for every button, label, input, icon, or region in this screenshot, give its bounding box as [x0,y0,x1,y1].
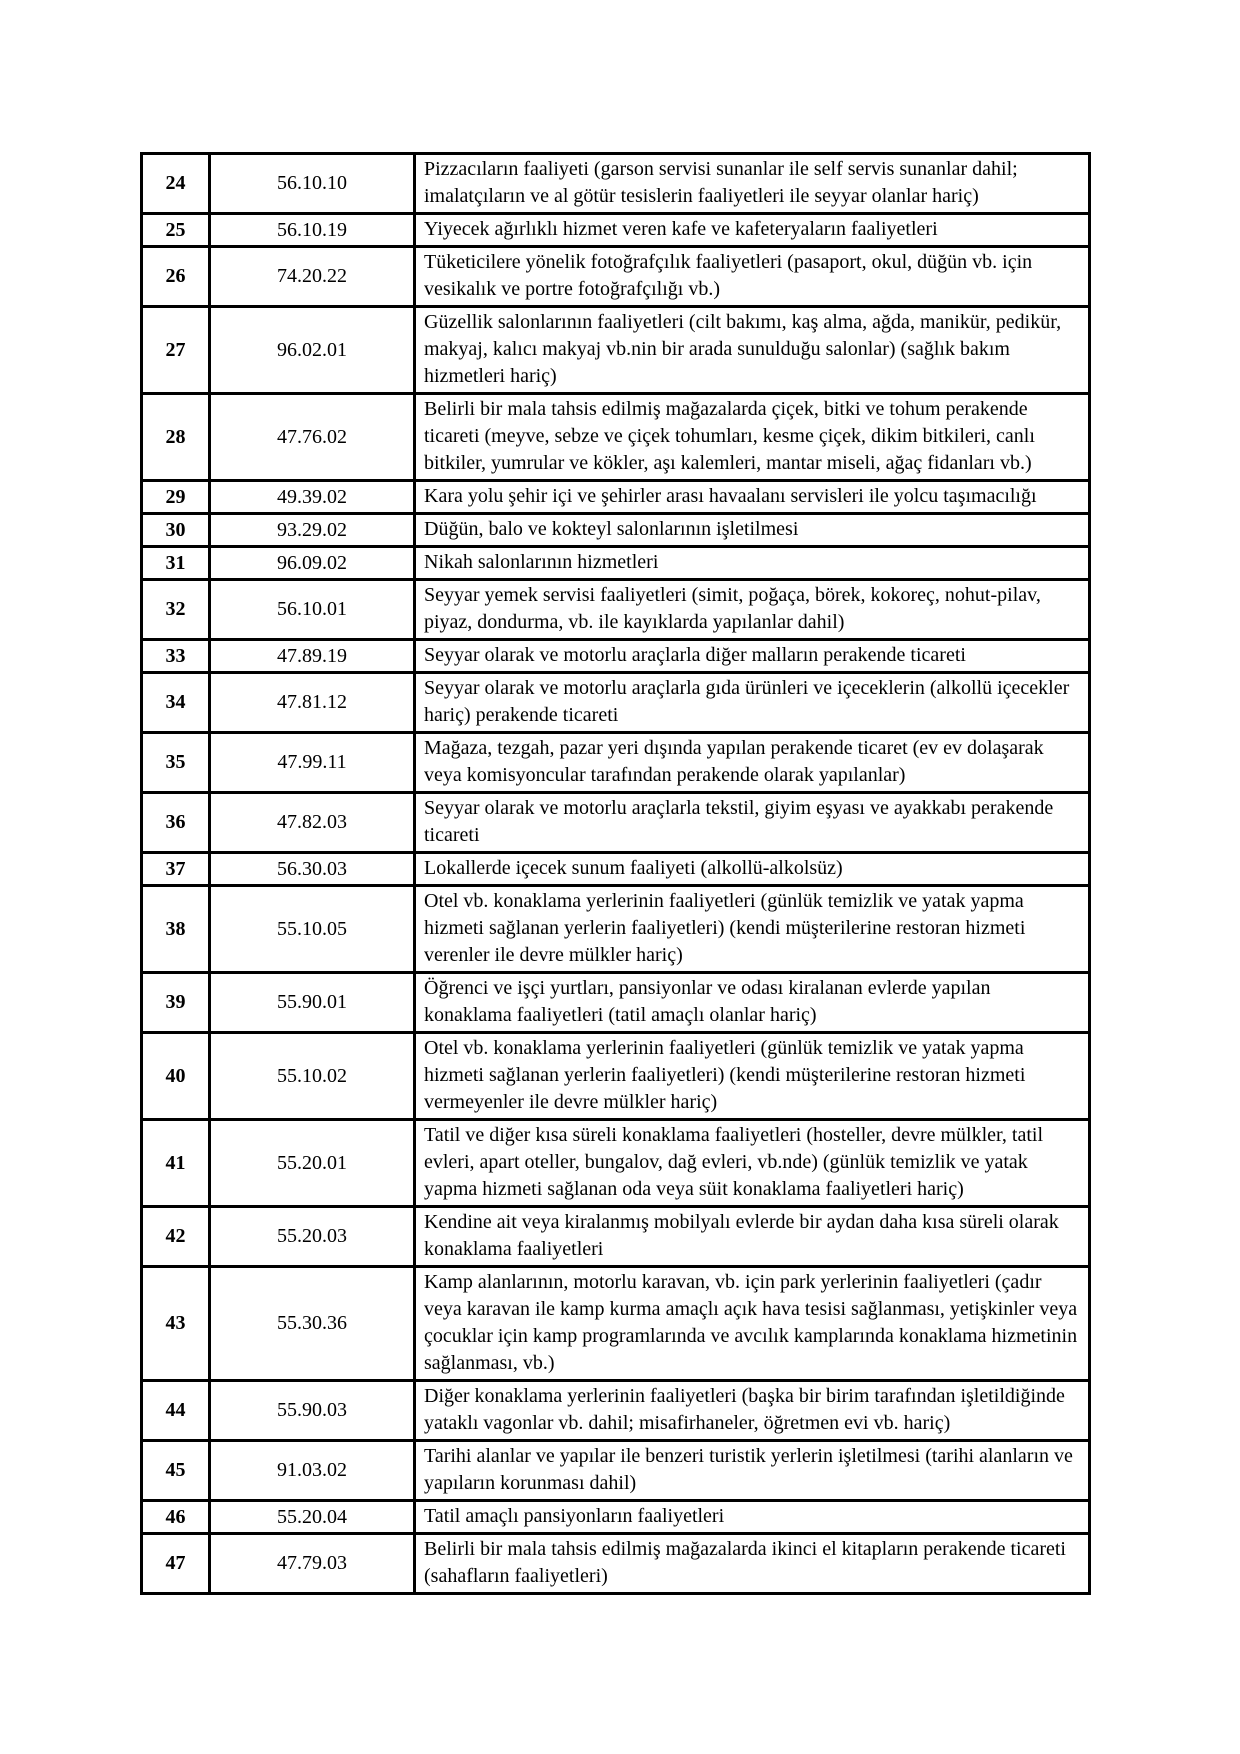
row-number-cell: 42 [142,1207,210,1267]
activity-description-cell: Otel vb. konaklama yerlerinin faaliyetleri (günlük temizlik ve yatak yapma hizmeti sağlanan yerlerin faaliyetleri) (kendi müşterilerine restoran hizmeti verenler ile devre mülkler hariç) [415,886,1090,973]
activity-description-cell: Lokallerde içecek sunum faaliyeti (alkollü-alkolsüz) [415,853,1090,886]
row-number-cell: 41 [142,1120,210,1207]
activity-code-cell: 74.20.22 [210,247,415,307]
row-number-cell: 35 [142,733,210,793]
activity-code-cell: 55.90.01 [210,973,415,1033]
activity-description-cell: Mağaza, tezgah, pazar yeri dışında yapılan perakende ticaret (ev ev dolaşarak veya komisyoncular tarafından perakende olarak yapılanlar) [415,733,1090,793]
row-number-cell: 34 [142,673,210,733]
row-number-cell: 46 [142,1501,210,1534]
row-number-cell: 44 [142,1381,210,1441]
activity-code-cell: 47.79.03 [210,1534,415,1594]
activity-code-cell: 55.20.01 [210,1120,415,1207]
activity-description-cell: Seyyar olarak ve motorlu araçlarla gıda ürünleri ve içeceklerin (alkollü içecekler hariç) perakende ticareti [415,673,1090,733]
table-row [142,886,1090,973]
activity-description-cell: Belirli bir mala tahsis edilmiş mağazalarda ikinci el kitapların perakende ticareti (sahafların faaliyetleri) [415,1534,1090,1594]
row-number-cell: 26 [142,247,210,307]
row-number-cell: 36 [142,793,210,853]
activity-description-cell: Seyyar olarak ve motorlu araçlarla tekstil, giyim eşyası ve ayakkabı perakende ticareti [415,793,1090,853]
activity-description-cell: Diğer konaklama yerlerinin faaliyetleri (başka bir birim tarafından işletildiğinde yataklı vagonlar vb. dahil; misafirhaneler, öğretmen evi vb. hariç) [415,1381,1090,1441]
table-row [142,1033,1090,1120]
activity-code-cell: 47.82.03 [210,793,415,853]
activity-code-cell: 55.10.02 [210,1033,415,1120]
table-row [142,1381,1090,1441]
activity-code-cell: 55.30.36 [210,1267,415,1381]
activity-description-cell: Tatil ve diğer kısa süreli konaklama faaliyetleri (hosteller, devre mülkler, tatil evleri, apart oteller, bungalov, dağ evleri, vb.nde) (günlük temizlik ve yatak yapma hizmeti sağlanan oda veya süit konaklama faaliyetleri hariç) [415,1120,1090,1207]
table-row [142,481,1090,514]
activity-code-cell: 55.90.03 [210,1381,415,1441]
activity-codes-table [140,152,1091,1595]
activity-codes-table-body [142,154,1090,1594]
table-row [142,640,1090,673]
activity-description-cell: Kara yolu şehir içi ve şehirler arası havaalanı servisleri ile yolcu taşımacılığı [415,481,1090,514]
activity-description-cell: Nikah salonlarının hizmetleri [415,547,1090,580]
table-row [142,547,1090,580]
activity-code-cell: 55.10.05 [210,886,415,973]
activity-code-cell: 47.99.11 [210,733,415,793]
activity-description-cell: Tüketicilere yönelik fotoğrafçılık faaliyetleri (pasaport, okul, düğün vb. için vesikalık ve portre fotoğrafçılığı vb.) [415,247,1090,307]
row-number-cell: 38 [142,886,210,973]
activity-description-cell: Belirli bir mala tahsis edilmiş mağazalarda çiçek, bitki ve tohum perakende ticareti (meyve, sebze ve çiçek tohumları, kesme çiçek, dikim bitkileri, canlı bitkiler, yumrular ve kökler, aşı kalemleri, mantar miseli, ağaç fidanları vb.) [415,394,1090,481]
table-row [142,1501,1090,1534]
activity-description-cell: Kamp alanlarının, motorlu karavan, vb. için park yerlerinin faaliyetleri (çadır veya karavan ile kamp kurma amaçlı açık hava tesisi sağlanması, yetişkinler veya çocuklar için kamp programlarında ve avcılık kamplarında konaklama hizmetinin sağlanması, vb.) [415,1267,1090,1381]
table-row [142,247,1090,307]
row-number-cell: 28 [142,394,210,481]
row-number-cell: 33 [142,640,210,673]
activity-code-cell: 96.02.01 [210,307,415,394]
activity-code-cell: 49.39.02 [210,481,415,514]
table-row [142,733,1090,793]
row-number-cell: 24 [142,154,210,214]
table-row [142,853,1090,886]
table-row [142,214,1090,247]
table-row [142,973,1090,1033]
activity-description-cell: Yiyecek ağırlıklı hizmet veren kafe ve kafeteryaların faaliyetleri [415,214,1090,247]
activity-code-cell: 56.10.01 [210,580,415,640]
row-number-cell: 25 [142,214,210,247]
row-number-cell: 29 [142,481,210,514]
table-row [142,154,1090,214]
activity-code-cell: 55.20.04 [210,1501,415,1534]
row-number-cell: 32 [142,580,210,640]
activity-description-cell: Kendine ait veya kiralanmış mobilyalı evlerde bir aydan daha kısa süreli olarak konaklama faaliyetleri [415,1207,1090,1267]
activity-description-cell: Seyyar olarak ve motorlu araçlarla diğer malların perakende ticareti [415,640,1090,673]
activity-code-cell: 93.29.02 [210,514,415,547]
activity-code-cell: 55.20.03 [210,1207,415,1267]
activity-description-cell: Düğün, balo ve kokteyl salonlarının işletilmesi [415,514,1090,547]
table-row [142,307,1090,394]
activity-description-cell: Pizzacıların faaliyeti (garson servisi sunanlar ile self servis sunanlar dahil; imalatçıların ve al götür tesislerin faaliyetleri ile seyyar olanlar hariç) [415,154,1090,214]
table-row [142,793,1090,853]
row-number-cell: 30 [142,514,210,547]
activity-code-cell: 91.03.02 [210,1441,415,1501]
table-row [142,1207,1090,1267]
table-row [142,673,1090,733]
activity-code-cell: 56.30.03 [210,853,415,886]
row-number-cell: 37 [142,853,210,886]
table-row [142,580,1090,640]
table-row [142,394,1090,481]
table-row [142,514,1090,547]
activity-code-cell: 56.10.10 [210,154,415,214]
activity-code-cell: 47.76.02 [210,394,415,481]
activity-code-cell: 47.89.19 [210,640,415,673]
row-number-cell: 43 [142,1267,210,1381]
row-number-cell: 40 [142,1033,210,1120]
activity-description-cell: Seyyar yemek servisi faaliyetleri (simit, poğaça, börek, kokoreç, nohut-pilav, piyaz, dondurma, vb. ile kayıklarda yapılanlar dahil) [415,580,1090,640]
table-row [142,1441,1090,1501]
activity-code-cell: 56.10.19 [210,214,415,247]
activity-code-cell: 96.09.02 [210,547,415,580]
row-number-cell: 27 [142,307,210,394]
table-row [142,1267,1090,1381]
table-row [142,1534,1090,1594]
activity-description-cell: Tatil amaçlı pansiyonların faaliyetleri [415,1501,1090,1534]
activity-description-cell: Tarihi alanlar ve yapılar ile benzeri turistik yerlerin işletilmesi (tarihi alanların ve yapıların korunması dahil) [415,1441,1090,1501]
table-row [142,1120,1090,1207]
row-number-cell: 45 [142,1441,210,1501]
activity-description-cell: Otel vb. konaklama yerlerinin faaliyetleri (günlük temizlik ve yatak yapma hizmeti sağlanan yerlerin faaliyetleri) (kendi müşterilerine restoran hizmeti vermeyenler ile devre mülkler hariç) [415,1033,1090,1120]
activity-code-cell: 47.81.12 [210,673,415,733]
row-number-cell: 31 [142,547,210,580]
activity-description-cell: Güzellik salonlarının faaliyetleri (cilt bakımı, kaş alma, ağda, manikür, pedikür, makyaj, kalıcı makyaj vb.nin bir arada sunulduğu salonlar) (sağlık bakım hizmetleri hariç) [415,307,1090,394]
row-number-cell: 47 [142,1534,210,1594]
activity-description-cell: Öğrenci ve işçi yurtları, pansiyonlar ve odası kiralanan evlerde yapılan konaklama faaliyetleri (tatil amaçlı olanlar hariç) [415,973,1090,1033]
row-number-cell: 39 [142,973,210,1033]
